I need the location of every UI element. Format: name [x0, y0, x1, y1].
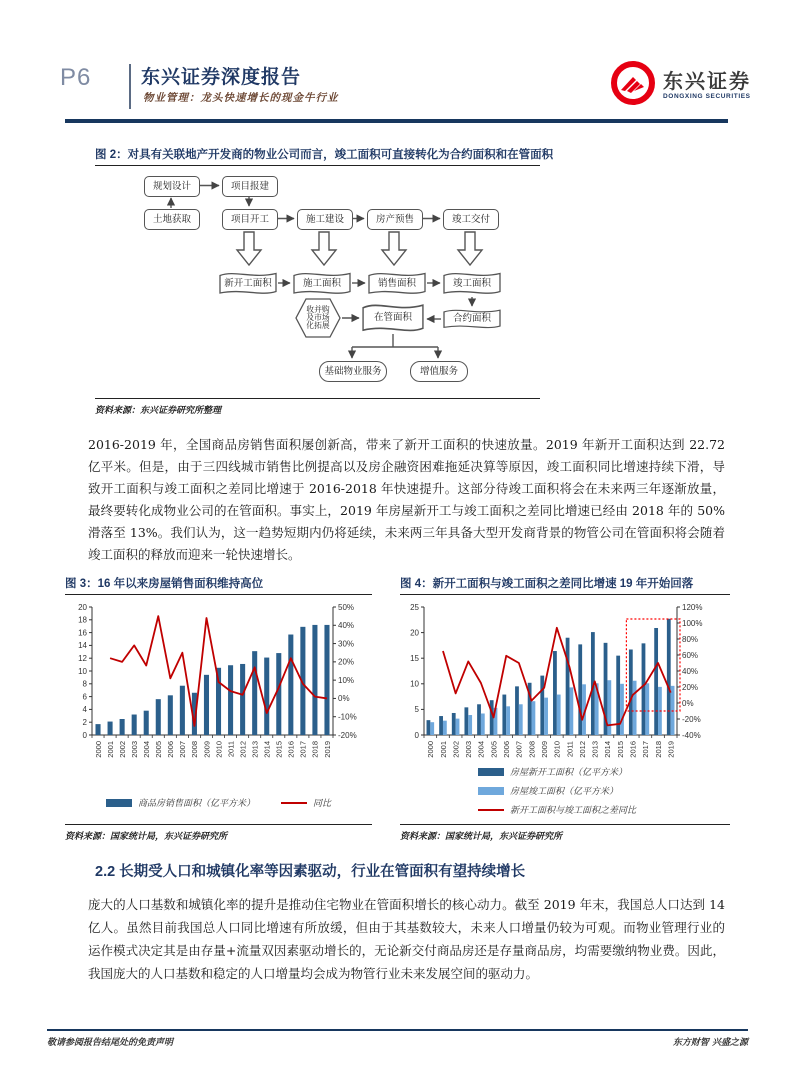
footer-slogan: 东方财智 兴盛之源	[672, 1038, 748, 1048]
flow-node-vas: 增值服务	[410, 361, 468, 382]
flow-node-ma-expansion: 收并购 及市场 化拓展	[295, 298, 341, 338]
svg-text:4: 4	[82, 705, 87, 715]
section-heading: 2.2 长期受人口和城镇化率等因素驱动，行业在管面积有望持续增长	[95, 864, 526, 880]
svg-text:2019: 2019	[666, 741, 676, 758]
svg-text:-20%: -20%	[682, 714, 701, 724]
flow-node-construction-area: 施工面积	[293, 271, 351, 296]
figure4-title: 图 4：新开工面积与竣工面积之差同比增速 19 年开始回落	[400, 578, 694, 590]
svg-text:8: 8	[82, 679, 87, 689]
flow-node-start: 项目开工	[222, 209, 278, 230]
svg-text:2012: 2012	[577, 741, 587, 758]
figure4-legend-line-swatch	[478, 809, 504, 811]
svg-text:12: 12	[78, 654, 87, 663]
figure4-chart	[398, 599, 714, 769]
figure4-source-rule	[400, 824, 730, 825]
svg-text:40%: 40%	[682, 666, 699, 676]
svg-text:25: 25	[410, 602, 419, 612]
figure4-source: 资料来源：国家统计局，东兴证券研究所	[400, 832, 563, 842]
svg-text:18: 18	[78, 615, 87, 625]
svg-text:2002: 2002	[117, 741, 127, 758]
svg-text:80%: 80%	[682, 634, 699, 644]
figure2-title: 图 2：对具有关联地产开发商的物业公司而言，竣工面积可直接转化为合约面积和在管面积	[95, 149, 554, 161]
header-divider	[129, 64, 131, 109]
logo-circle-icon	[610, 60, 656, 111]
svg-text:0%: 0%	[682, 698, 694, 708]
svg-text:2016: 2016	[628, 741, 638, 758]
svg-text:2007: 2007	[514, 741, 524, 758]
flow-node-land: 土地获取	[144, 209, 200, 230]
figure3-source: 资料来源：国家统计局，东兴证券研究所	[65, 832, 228, 842]
svg-text:2019: 2019	[322, 741, 332, 758]
svg-text:2008: 2008	[190, 741, 200, 758]
svg-text:2000: 2000	[426, 741, 436, 758]
svg-text:15: 15	[410, 654, 419, 663]
flow-node-filing: 项目报建	[222, 176, 278, 197]
figure4-title-rule	[400, 594, 730, 595]
svg-text:40%: 40%	[338, 621, 355, 631]
svg-text:50%: 50%	[338, 602, 355, 612]
paragraph-1: 2016-2019 年，全国商品房销售面积屡创新高，带来了新开工面积的快速放量。2019 年新开工面积达到 22.72 亿平米。但是，由于三四线城市销售比例提高以及房企融资困难拖延决算等原因，竣工面积同比增速持续下滑，导致开工面积与竣工面积之差同比增速于 2016-2018 年快速提升。这部分待竣工面积将会在未来两三年逐渐放量，最终要转化成物业公司的在管面积。事实上，2019 年房屋新开工与竣工面积之差同比增速已经由 2018 年的 50%滑落至 13%。我们认为，这一趋势短期内仍将延续，未来两三年具备大型开发商背景的物管公司在管面积将会随着竣工面积的释放而迎来一轮快速增长。	[88, 437, 725, 562]
report-title: 东兴证券深度报告	[141, 67, 302, 88]
flow-node-basic-service: 基础物业服务	[319, 361, 387, 382]
figure3-legend-line-swatch	[281, 802, 307, 804]
svg-text:2: 2	[82, 718, 87, 727]
figure4-legend-bar2-swatch	[478, 787, 504, 795]
svg-text:2013: 2013	[590, 741, 600, 758]
report-subtitle: 物业管理：龙头快速增长的现金牛行业	[143, 92, 339, 104]
flow-node-sales-area: 销售面积	[368, 271, 426, 296]
svg-text:2006: 2006	[502, 741, 512, 758]
svg-text:2011: 2011	[226, 741, 236, 758]
svg-text:2000: 2000	[93, 741, 103, 758]
svg-text:2007: 2007	[178, 741, 188, 758]
svg-text:2015: 2015	[615, 741, 625, 758]
svg-text:10: 10	[410, 679, 419, 689]
figure4-legend-bar1-label: 房屋新开工面积（亿平方米）	[510, 768, 628, 778]
svg-text:2008: 2008	[527, 741, 537, 758]
svg-text:2004: 2004	[476, 741, 486, 758]
figure4-legend-bar1-swatch	[478, 768, 504, 776]
figure4-legend-line-label: 新开工面积与竣工面积之差同比	[510, 806, 637, 816]
svg-text:20%: 20%	[682, 682, 699, 692]
svg-text:0%: 0%	[338, 694, 350, 704]
figure3-legend-bar-label: 商品房销售面积（亿平方米）	[137, 799, 255, 809]
figure2-flowchart	[80, 172, 540, 390]
figure2-source: 资料来源：东兴证券研究所整理	[95, 406, 222, 416]
svg-text:2002: 2002	[451, 741, 461, 758]
svg-text:2005: 2005	[489, 741, 499, 758]
svg-text:2005: 2005	[154, 741, 164, 758]
svg-text:2018: 2018	[310, 741, 320, 758]
hollow-down-arrow-icon	[237, 232, 482, 265]
figure3-legend	[65, 796, 372, 809]
svg-text:-40%: -40%	[682, 730, 701, 740]
flow-node-new-start-area: 新开工面积	[219, 271, 277, 296]
footer-disclaimer: 敬请参阅报告结尾处的免责声明	[47, 1038, 174, 1048]
svg-text:2004: 2004	[142, 741, 152, 758]
svg-text:2010: 2010	[214, 741, 224, 758]
svg-text:-20%: -20%	[338, 730, 357, 740]
svg-text:2017: 2017	[298, 741, 308, 758]
figure3-chart	[66, 599, 370, 769]
footer-rule	[47, 1029, 748, 1031]
header-rule	[65, 119, 728, 123]
svg-text:2018: 2018	[653, 741, 663, 758]
figure3-title-rule	[65, 594, 372, 595]
flow-node-managed-area: 在管面积	[362, 302, 424, 334]
figure4-legend-bar2-label: 房屋竣工面积（亿平方米）	[510, 787, 619, 797]
flow-node-completed-area: 竣工面积	[443, 271, 501, 296]
svg-text:14: 14	[78, 641, 87, 651]
figure4-legend	[478, 762, 636, 819]
svg-text:10%: 10%	[338, 675, 355, 685]
svg-text:2006: 2006	[166, 741, 176, 758]
svg-text:2001: 2001	[438, 741, 448, 758]
svg-text:20: 20	[78, 602, 87, 612]
paragraph-2: 庞大的人口基数和城镇化率的提升是推动住宅物业在管面积增长的核心动力。截至 2019 年末，我国总人口达到 14 亿人。虽然目前我国总人口同比增速有所放缓，但由于其基数较大，未来人口增量仍较为可观。而物业管理行业的运作模式决定其是由存量+流量双因素驱动增长的，无论新交付商品房还是存量商品房，均需要缴纳物业费。因此，我国庞大的人口基数和稳定的人口增量均会成为物管行业未来发展空间的驱动力。	[88, 897, 725, 981]
logo-subtext: DONGXING SECURITIES	[663, 93, 751, 100]
svg-text:6: 6	[82, 692, 87, 702]
flow-node-construction: 施工建设	[297, 209, 353, 230]
svg-text:2009: 2009	[539, 741, 549, 758]
figure3-legend-line-label: 同比	[313, 799, 332, 809]
svg-text:2009: 2009	[202, 741, 212, 758]
svg-text:2001: 2001	[105, 741, 115, 758]
flow-node-planning: 规划设计	[144, 176, 200, 197]
page-number: P6	[60, 64, 92, 91]
svg-text:5: 5	[414, 705, 419, 715]
svg-text:2003: 2003	[464, 741, 474, 758]
figure2-source-rule	[95, 398, 540, 399]
svg-text:120%: 120%	[682, 602, 703, 612]
svg-text:2010: 2010	[552, 741, 562, 758]
svg-text:10: 10	[78, 666, 87, 676]
figure2-title-rule	[95, 165, 540, 166]
flow-node-delivery: 竣工交付	[443, 209, 499, 230]
svg-text:0: 0	[414, 730, 419, 740]
figure3-title: 图 3：16 年以来房屋销售面积维持高位	[65, 578, 264, 590]
svg-text:20: 20	[410, 628, 419, 638]
svg-text:2014: 2014	[262, 741, 272, 758]
figure3-source-rule	[65, 824, 372, 825]
svg-text:2017: 2017	[641, 741, 651, 758]
svg-text:2015: 2015	[274, 741, 284, 758]
svg-text:20%: 20%	[338, 657, 355, 667]
svg-text:-10%: -10%	[338, 712, 357, 722]
flow-node-presale: 房产预售	[367, 209, 423, 230]
figure3-legend-bar-swatch	[106, 799, 132, 807]
svg-text:2003: 2003	[129, 741, 139, 758]
svg-text:2014: 2014	[603, 741, 613, 758]
svg-text:2016: 2016	[286, 741, 296, 758]
svg-text:60%: 60%	[682, 650, 699, 660]
svg-text:2011: 2011	[565, 741, 575, 758]
svg-text:0: 0	[82, 730, 87, 740]
svg-text:16: 16	[78, 628, 87, 638]
logo-text: 东兴证券	[663, 71, 751, 93]
flow-node-contract-area: 合约面积	[443, 308, 501, 330]
svg-text:2013: 2013	[250, 741, 260, 758]
svg-text:100%: 100%	[682, 618, 703, 628]
svg-text:30%: 30%	[338, 639, 355, 649]
svg-text:2012: 2012	[238, 741, 248, 758]
company-logo	[610, 60, 751, 111]
